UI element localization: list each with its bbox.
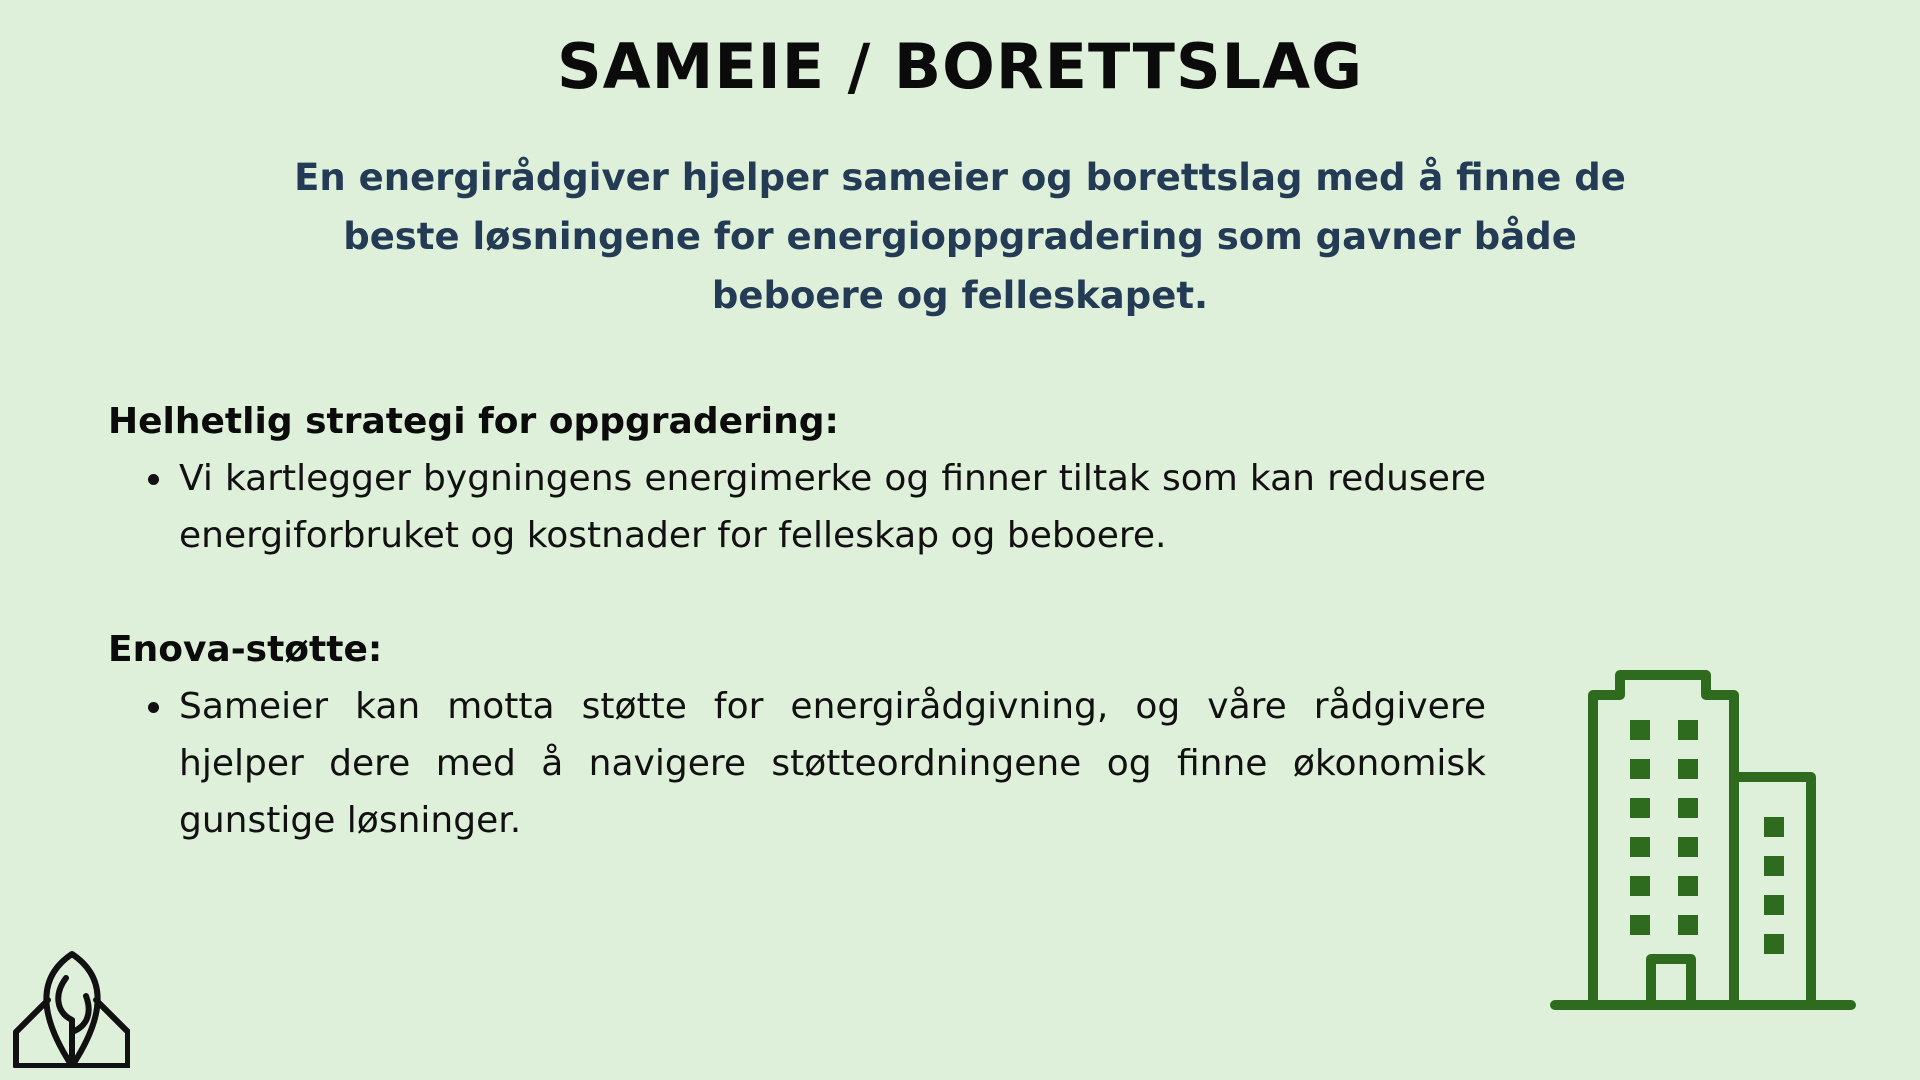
section-heading: Enova-støtte: (108, 629, 383, 670)
building-icon (1548, 665, 1858, 1017)
intro-text: En energirådgiver hjelper sameier og borettslag med å finne de beste løsningene for energioppgradering som gavner både beboere og felleskapet. (294, 156, 1626, 317)
page-title: SAMEIE / BORETTSLAG (556, 30, 1364, 103)
bullet-item (108, 678, 1486, 849)
section-helhetlig-strategi (108, 394, 1486, 564)
leaf-house-logo-icon (12, 950, 130, 1068)
bullet-list (108, 450, 1486, 564)
bullet-text: Vi kartlegger bygningens energimerke og finner tiltak som kan redusere energiforbruket og kostnader for felleskap og beboere. (179, 458, 1486, 556)
bullet-dot-icon (148, 702, 159, 713)
bullet-text: Sameier kan motta støtte for energirådgivning, og våre rådgivere hjelper dere med å navigere støtteordningene og finne økonomisk gunstige løsninger. (179, 686, 1486, 841)
bullet-dot-icon (148, 474, 159, 485)
section-heading: Helhetlig strategi for oppgradering: (108, 401, 839, 442)
bullet-item (108, 450, 1486, 564)
section-enova-stotte (108, 622, 1486, 849)
bullet-list (108, 678, 1486, 849)
